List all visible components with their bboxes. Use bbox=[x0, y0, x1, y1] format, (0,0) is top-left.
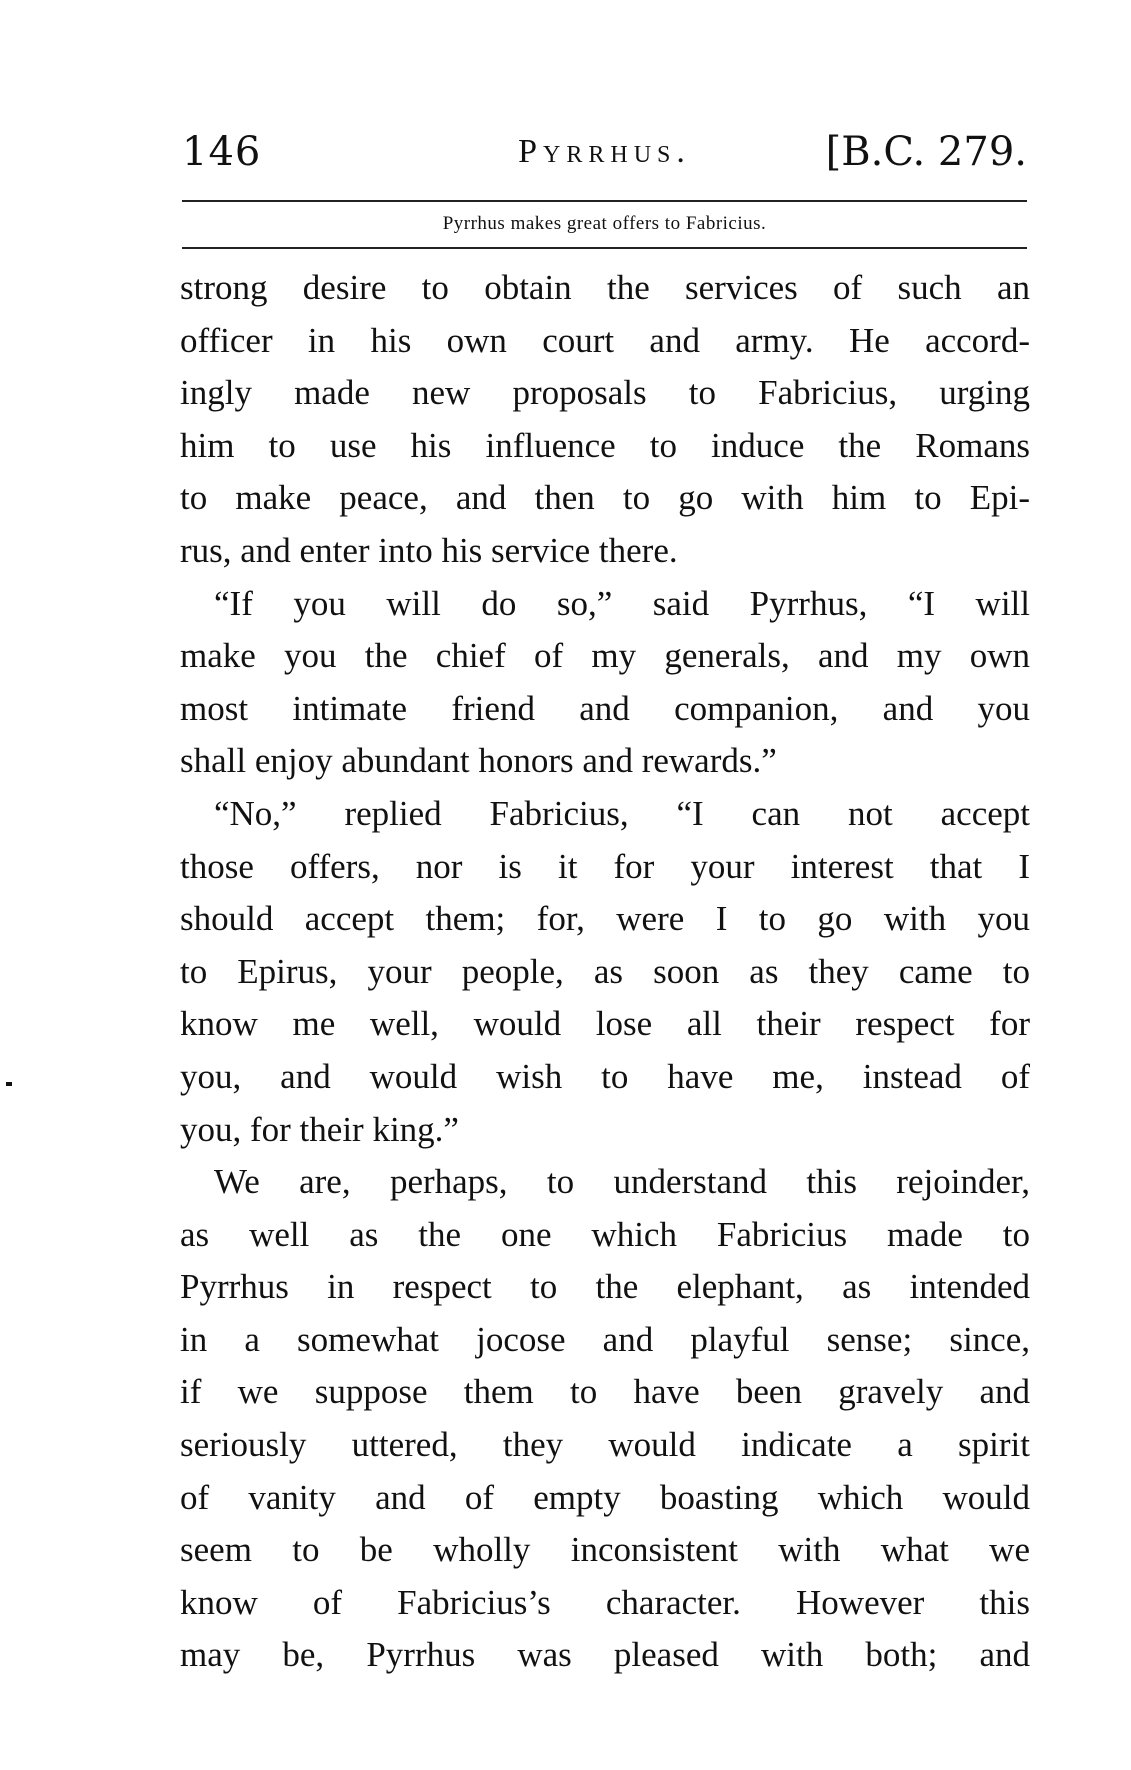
text-line: to Epirus, your people, as soon as they came to bbox=[180, 951, 1030, 991]
text-line: most intimate friend and companion, and you bbox=[180, 688, 1030, 728]
text-line: We are, perhaps, to understand this rejoinder, bbox=[214, 1162, 1030, 1202]
running-title: Pyrrhus. bbox=[518, 133, 691, 170]
text-line: seriously uttered, they would indicate a spirit bbox=[180, 1425, 1030, 1465]
text-line: officer in his own court and army. He accord- bbox=[180, 320, 1030, 360]
text-line: seem to be wholly inconsistent with what we bbox=[180, 1530, 1030, 1570]
text-line: you, and would wish to have me, instead of bbox=[180, 1056, 1030, 1096]
text-line: Pyrrhus in respect to the elephant, as intended bbox=[180, 1267, 1030, 1307]
text-line: those offers, nor is it for your interest that I bbox=[180, 846, 1030, 886]
header-rule-bottom bbox=[182, 247, 1027, 249]
text-line: him to use his influence to induce the Romans bbox=[180, 425, 1030, 465]
header-rule-top bbox=[182, 200, 1027, 202]
text-line: know me well, would lose all their respect for bbox=[180, 1004, 1030, 1044]
text-line: if we suppose them to have been gravely and bbox=[180, 1372, 1030, 1412]
text-line: “No,” replied Fabricius, “I can not accept bbox=[214, 793, 1030, 833]
stray-ink-mark bbox=[6, 1082, 12, 1086]
text-line: as well as the one which Fabricius made to bbox=[180, 1214, 1030, 1254]
text-line: shall enjoy abundant honors and rewards.” bbox=[180, 741, 777, 781]
text-line: should accept them; for, were I to go with you bbox=[180, 899, 1030, 939]
text-line: rus, and enter into his service there. bbox=[180, 530, 678, 570]
text-line: “If you will do so,” said Pyrrhus, “I will bbox=[214, 583, 1030, 623]
text-line: in a somewhat jocose and playful sense; since, bbox=[180, 1319, 1030, 1359]
text-line: of vanity and of empty boasting which would bbox=[180, 1477, 1030, 1517]
body-text bbox=[180, 262, 1030, 1682]
page-subtitle: Pyrrhus makes great offers to Fabricius. bbox=[442, 213, 767, 234]
text-line: strong desire to obtain the services of such an bbox=[180, 268, 1030, 307]
text-line: you, for their king.” bbox=[180, 1109, 459, 1149]
date-reference: [B.C. 279. bbox=[825, 129, 1027, 175]
text-line: to make peace, and then to go with him to Epi- bbox=[180, 478, 1030, 518]
text-line: may be, Pyrrhus was pleased with both; and bbox=[180, 1635, 1030, 1675]
page-number: 146 bbox=[182, 129, 262, 175]
page-header bbox=[182, 128, 1027, 178]
text-line: ingly made new proposals to Fabricius, urging bbox=[180, 373, 1030, 413]
text-line: know of Fabricius’s character. However this bbox=[180, 1582, 1030, 1622]
text-line: make you the chief of my generals, and my own bbox=[180, 636, 1030, 676]
